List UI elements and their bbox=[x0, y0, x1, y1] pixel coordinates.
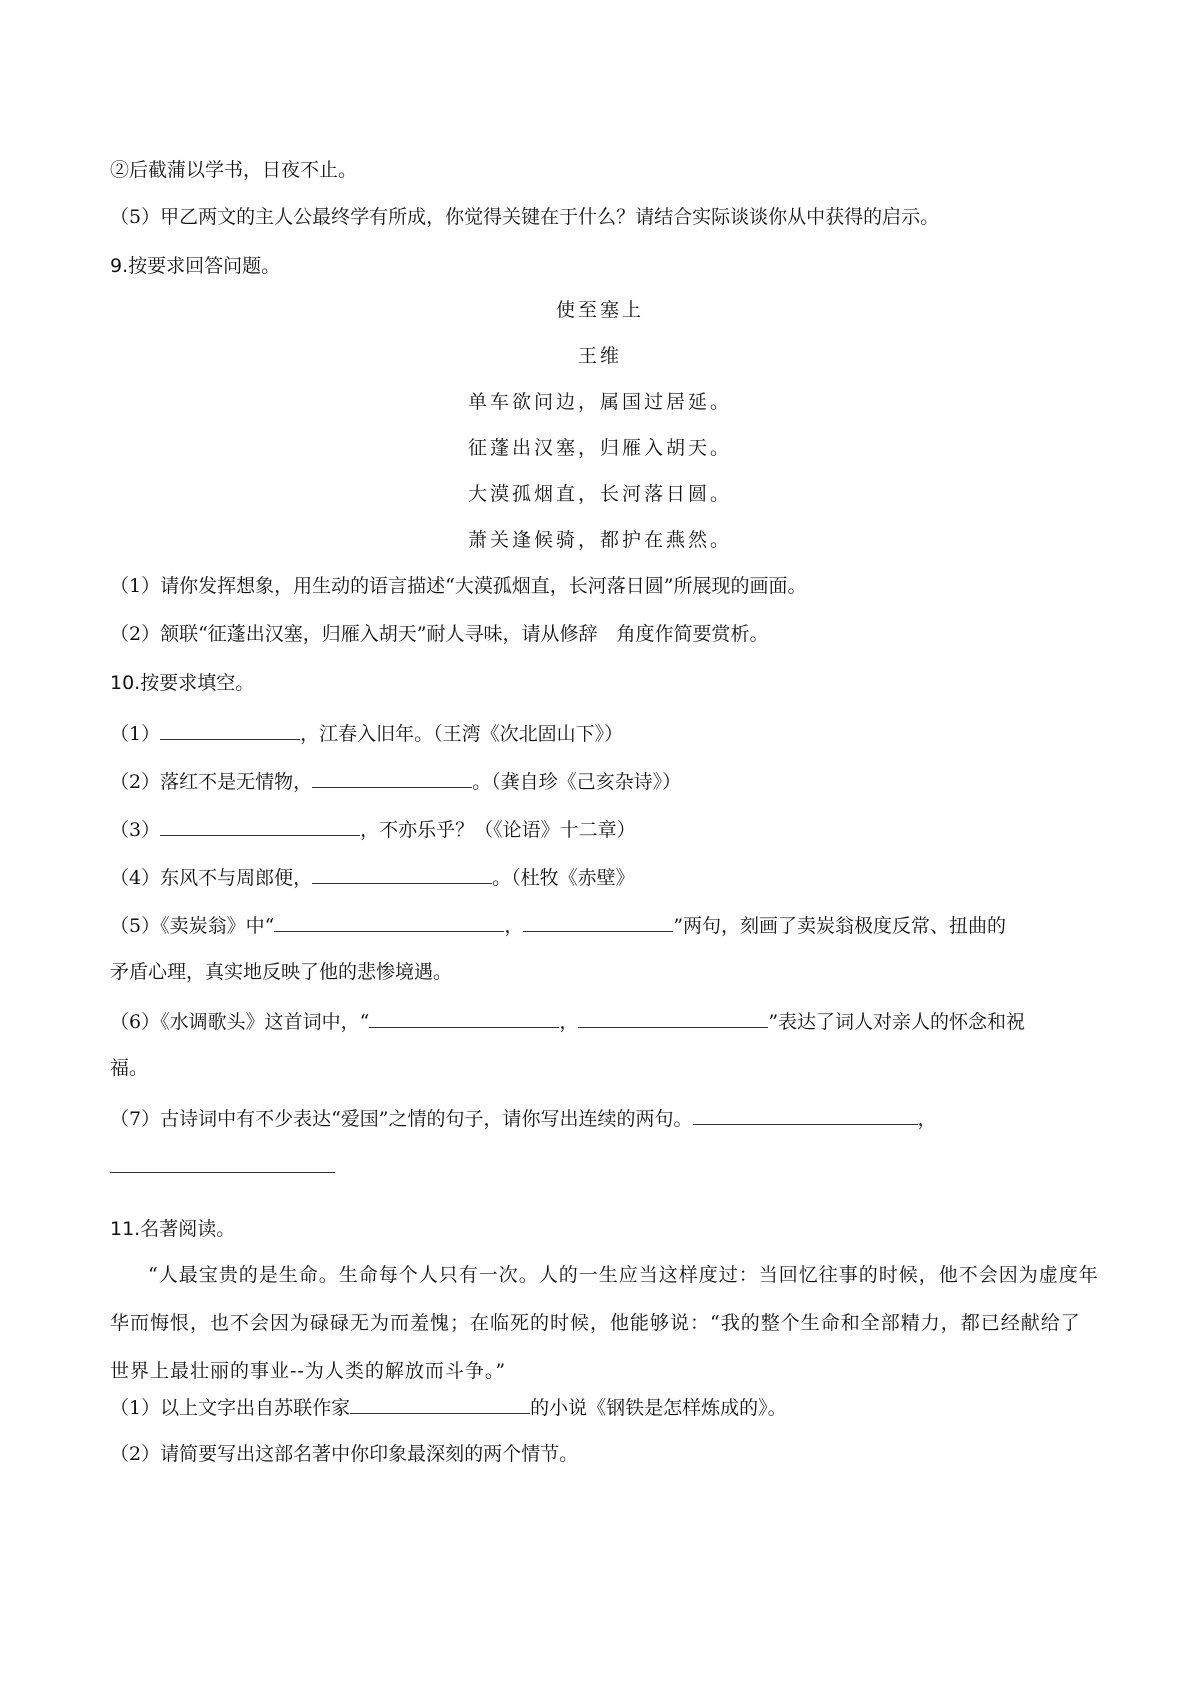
q9-heading: 9.按要求回答问题。 bbox=[110, 255, 281, 277]
item-text: ”表达了词人对亲人的怀念和祝 bbox=[768, 1011, 1026, 1033]
item-text: 的小说《钢铁是怎样炼成的》。 bbox=[530, 1397, 787, 1419]
item-text: （6）《水调歌头》这首词中，“ bbox=[110, 1011, 370, 1033]
q10-item-4 bbox=[110, 863, 635, 891]
item-text: （5）《卖炭翁》中“ bbox=[110, 915, 275, 937]
q10-item-5-continued: 矛盾心理，真实地反映了他的悲惨境遇。 bbox=[110, 961, 453, 983]
poem-line: 大漠孤烟直，长河落日圆。 bbox=[467, 483, 732, 505]
item-text: 。（杜牧《赤壁》 bbox=[492, 867, 635, 889]
item-text: （4）东风不与周郎便， bbox=[110, 867, 313, 889]
fill-blank[interactable] bbox=[110, 1172, 335, 1173]
item-number: （3） bbox=[110, 819, 161, 841]
item-text: ，江春入旧年。（王湾《次北固山下》） bbox=[300, 723, 624, 745]
item-number: （1） bbox=[110, 723, 161, 745]
fill-blank[interactable] bbox=[578, 1007, 768, 1028]
q10-item-6 bbox=[110, 1007, 1025, 1035]
fill-blank[interactable] bbox=[160, 815, 360, 836]
poem-line: 单车欲问边，属国过居延。 bbox=[467, 391, 732, 413]
item-text: （1）以上文字出自苏联作家 bbox=[110, 1397, 351, 1419]
fill-blank[interactable] bbox=[312, 767, 472, 788]
q10-item-2 bbox=[110, 767, 681, 795]
q10-item-1 bbox=[110, 719, 623, 747]
item-text: ， bbox=[504, 915, 524, 937]
fill-blank[interactable] bbox=[160, 719, 300, 740]
fill-blank[interactable] bbox=[693, 1104, 918, 1125]
item-text: ，不亦乐乎？（《论语》十二章） bbox=[360, 819, 636, 841]
fill-blank[interactable] bbox=[350, 1393, 530, 1414]
fill-blank[interactable] bbox=[274, 911, 504, 932]
q10-heading: 10.按要求填空。 bbox=[110, 672, 255, 694]
q10-item-6-continued: 福。 bbox=[110, 1057, 149, 1079]
q11-sub-question-1 bbox=[110, 1393, 787, 1421]
item-text: （7）古诗词中有不少表达“爱国”之情的句子，请你写出连续的两句。 bbox=[110, 1108, 693, 1130]
quote-paragraph: “人最宝贵的是生命。生命每个人只有一次。人的一生应当这样度过：当回忆往事的时候，他不会因为虚度年华而悔恨，也不会因为碌碌无为而羞愧；在临死的时候，他能够说：“我的整个生命和全部精力，都已经献给了世界上最壮丽的事业--为人类的解放而斗争。” bbox=[110, 1264, 1099, 1382]
q8-sub-question-5: （5）甲乙两文的主人公最终学有所成，你觉得关键在于什么？请结合实际谈谈你从中获得的启示。 bbox=[110, 206, 940, 228]
q10-item-7 bbox=[110, 1104, 937, 1132]
item-text: 。（龚自珍《己亥杂诗》） bbox=[472, 771, 682, 793]
poem-author: 王维 bbox=[577, 345, 622, 367]
item-text: ， bbox=[559, 1011, 579, 1033]
poem-title: 使至塞上 bbox=[555, 299, 644, 321]
q9-sub-question-2: （2）颔联“征蓬出汉塞，归雁入胡天”耐人寻味，请从修辞 角度作简要赏析。 bbox=[110, 623, 769, 645]
q9-sub-question-1: （1）请你发挥想象，用生动的语言描述“大漠孤烟直，长河落日圆”所展现的画面。 bbox=[110, 575, 807, 597]
poem-line: 萧关逢候骑，都护在燕然。 bbox=[467, 529, 732, 551]
q11-heading: 11.名著阅读。 bbox=[110, 1218, 236, 1240]
q10-item-5 bbox=[110, 911, 1006, 939]
poem-line: 征蓬出汉塞，归雁入胡天。 bbox=[467, 437, 732, 459]
fill-blank[interactable] bbox=[369, 1007, 559, 1028]
q10-item-3 bbox=[110, 815, 636, 843]
item-text: ”两句，刻画了卖炭翁极度反常、扭曲的 bbox=[673, 915, 1007, 937]
q8-item-2: ②后截蒲以学书，日夜不止。 bbox=[110, 159, 358, 181]
fill-blank[interactable] bbox=[312, 863, 492, 884]
fill-blank[interactable] bbox=[523, 911, 673, 932]
item-text: （2）落红不是无情物， bbox=[110, 771, 313, 793]
item-text: ， bbox=[917, 1108, 937, 1130]
q11-sub-question-2: （2）请简要写出这部名著中你印象最深刻的两个情节。 bbox=[110, 1443, 579, 1465]
